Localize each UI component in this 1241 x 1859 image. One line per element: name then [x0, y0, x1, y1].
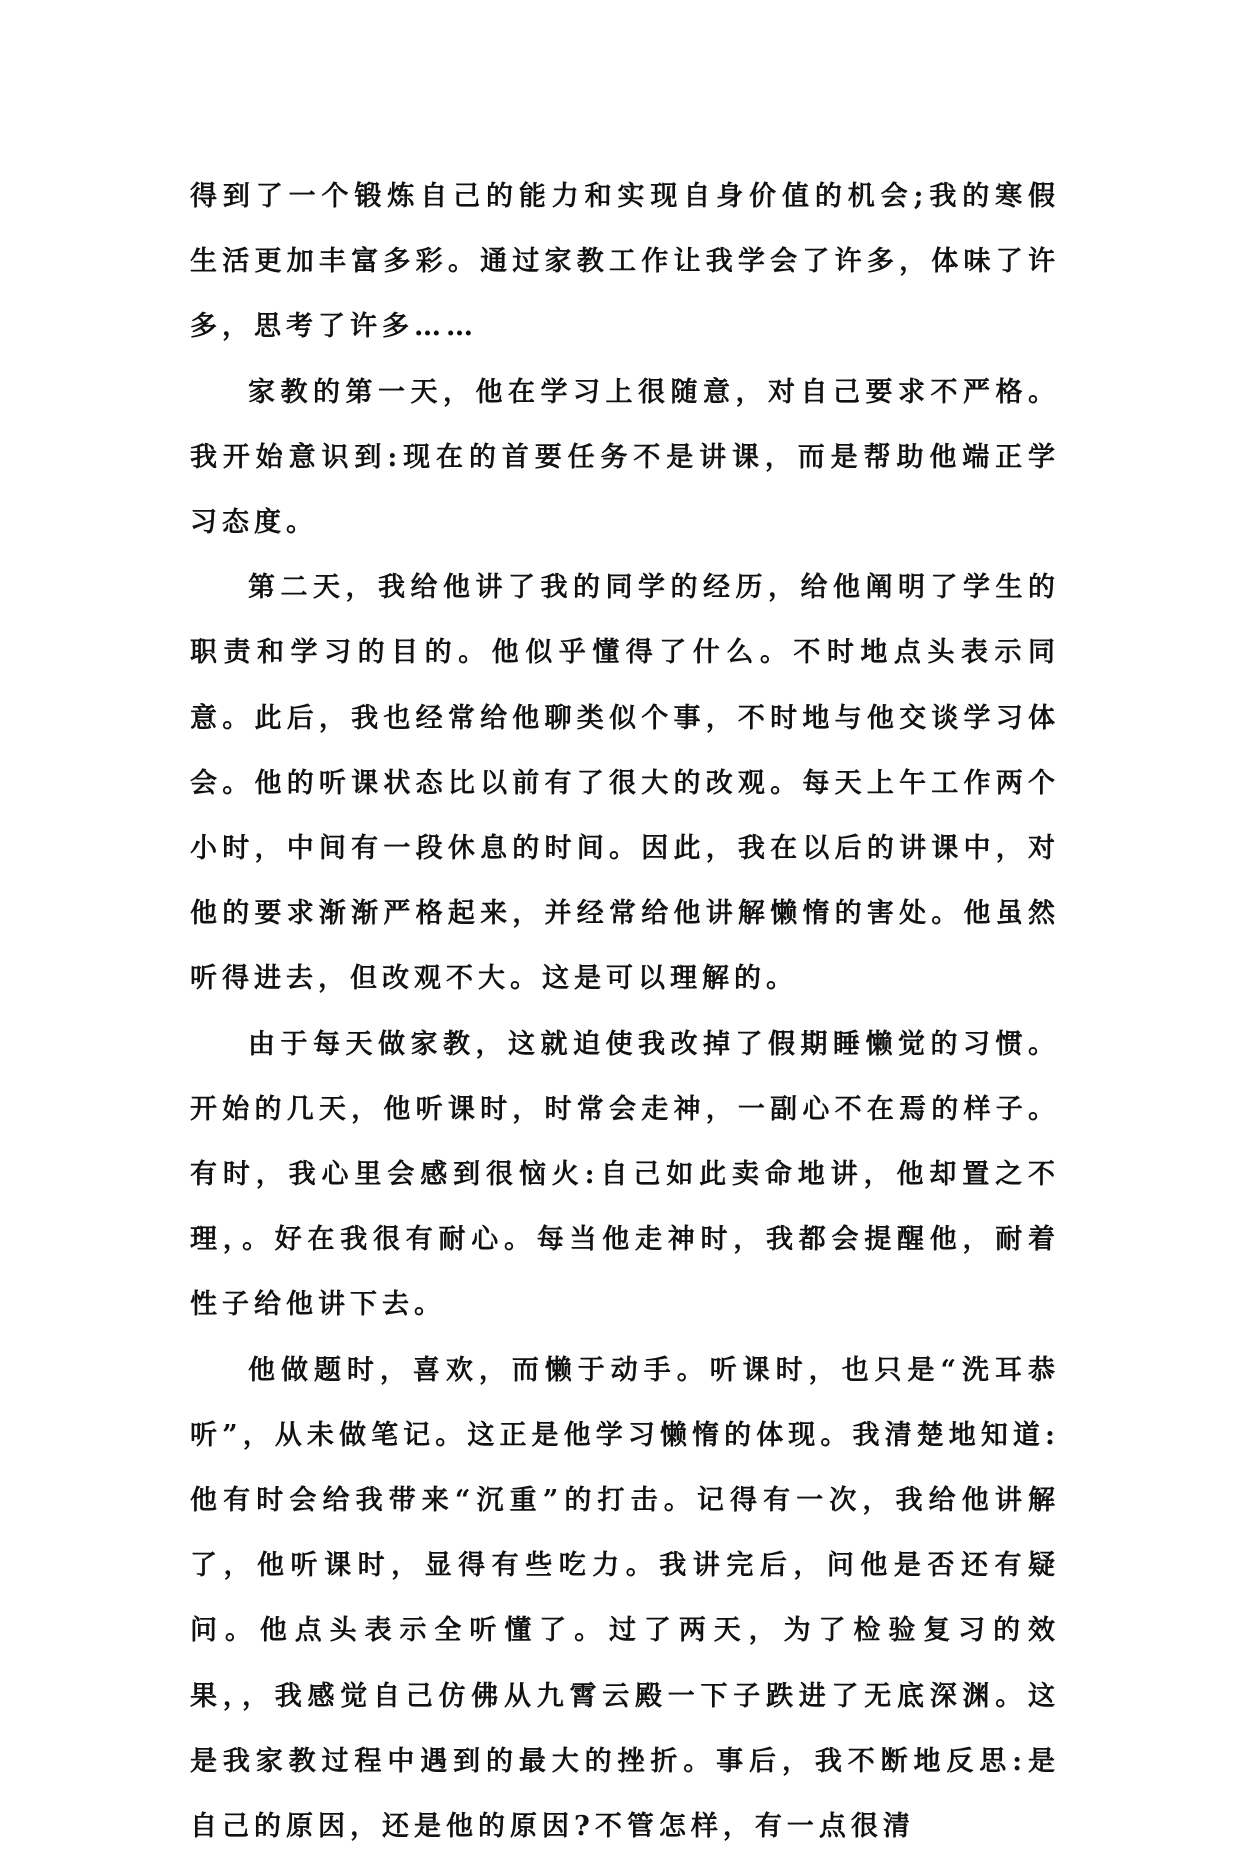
paragraph-continuation: 得到了一个锻炼自己的能力和实现自身价值的机会;我的寒假生活更加丰富多彩。通过家教工作让我学会了许多，体味了许多，思考了许多…… [190, 181, 1060, 343]
body-text [190, 164, 1060, 1859]
paragraph: 他做题时，喜欢，而懒于动手。听课时，也只是“洗耳恭听”，从未做笔记。这正是他学习懒惰的体现。我清楚地知道:他有时会给我带来“沉重”的打击。记得有一次，我给他讲解了，他听课时，显得有些吃力。我讲完后，问他是否还有疑问。他点头表示全听懂了。过了两天，为了检验复习的效果，，我感觉自己仿佛从九霄云殿一下子跌进了无底深渊。这是我家教过程中遇到的最大的挫折。事后，我不断地反思:是自己的原因，还是他的原因?不管怎样，有一点很清 [190, 1354, 1060, 1843]
paragraph: 第二天，我给他讲了我的同学的经历，给他阐明了学生的职责和学习的目的。他似乎懂得了什么。不时地点头表示同意。此后，我也经常给他聊类似个事，不时地与他交谈学习体会。他的听课状态比以前有了很大的改观。每天上午工作两个小时，中间有一段休息的时间。因此，我在以后的讲课中，对他的要求渐渐严格起来，并经常给他讲解懒惰的害处。他虽然听得进去，但改观不大。这是可以理解的。 [190, 572, 1060, 995]
paragraph: 由于每天做家教，这就迫使我改掉了假期睡懒觉的习惯。开始的几天，他听课时，时常会走神，一副心不在焉的样子。有时，我心里会感到很恼火:自己如此卖命地讲，他却置之不理，。好在我很有耐心。每当他走神时，我都会提醒他，耐着性子给他讲下去。 [190, 1028, 1060, 1321]
paragraph: 家教的第一天，他在学习上很随意，对自己要求不严格。我开始意识到:现在的首要任务不是讲课，而是帮助他端正学习态度。 [190, 376, 1060, 539]
